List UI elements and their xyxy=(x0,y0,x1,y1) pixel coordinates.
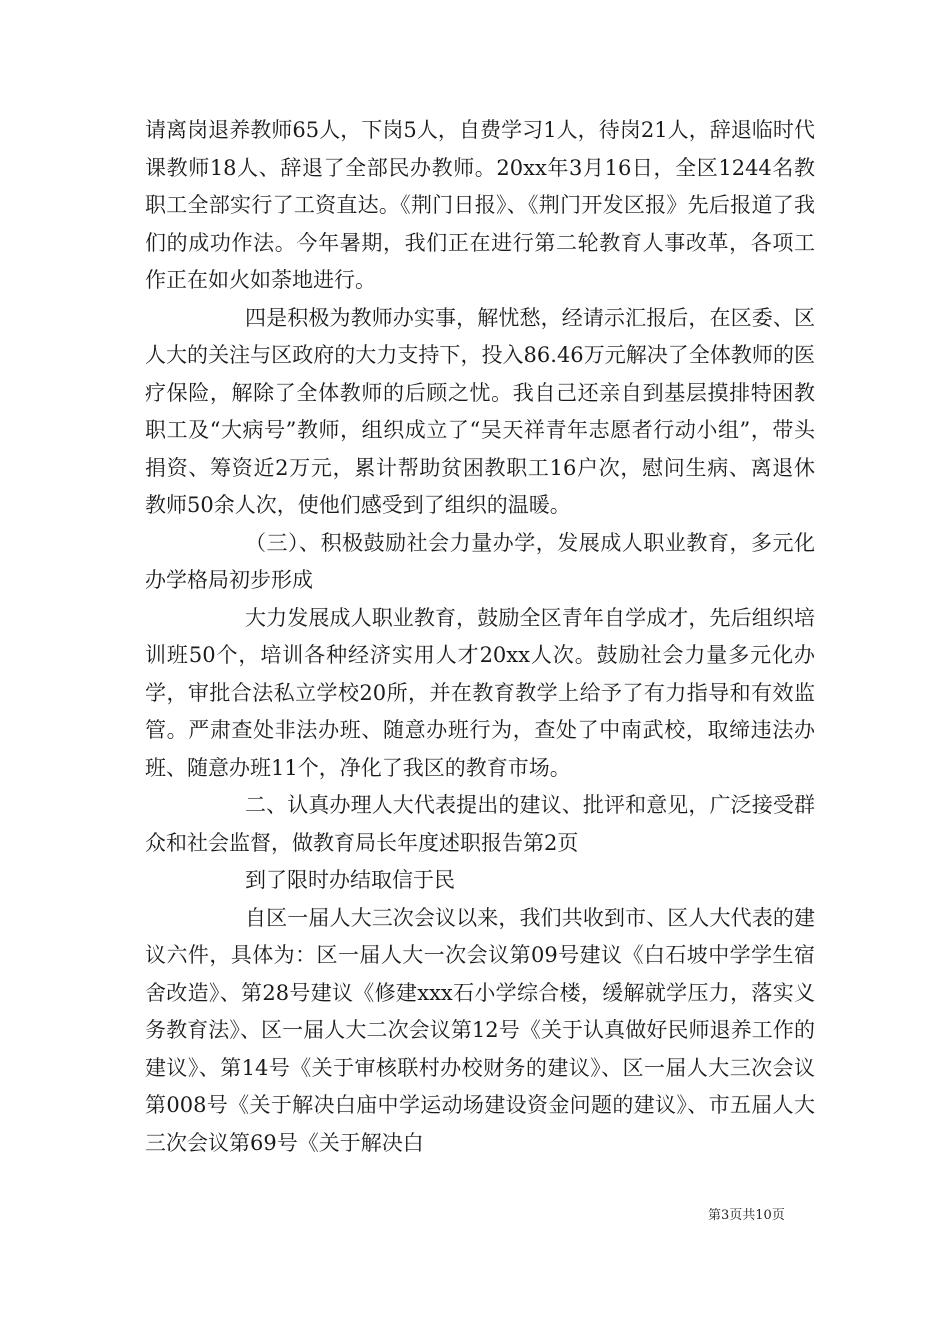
paragraph-2: 四是积极为教师办实事，解忧愁，经请示汇报后，在区委、区人大的关注与区政府的大力支持下，投入86.46万元解决了全体教师的医疗保险，解除了全体教师的后顾之忧。我自己还亲自到基层摸排特困教职工及“大病号”教师，组织成立了“吴天祥青年志愿者行动小组”，带头捐资、筹资近2万元，累计帮助贫困教职工16户次，慰问生病、离退休教师50余人次，使他们感受到了组织的温暖。 xyxy=(145,305,815,517)
page-number: 第3页共10页 xyxy=(708,1208,785,1223)
paragraph-1: 请离岗退养教师65人，下岗5人，自费学习1人，待岗21人，辞退临时代课教师18人、辞退了全部民办教师。20xx年3月16日，全区1244名教职工全部实行了工资直达。《荆门日报》、《荆门开发区报》先后报道了我们的成功作法。今年暑期，我们正在进行第二轮教育人事改革，各项工作正在如火如荼地进行。 xyxy=(145,118,815,292)
paragraph-3: 大力发展成人职业教育，鼓励全区青年自学成才，先后组织培训班50个，培训各种经济实用人才20xx人次。鼓励社会力量多元化办学，审批合法私立学校20所，并在教育教学上给予了有力指导和有效监管。严肃查处非法办班、随意办班行为，查处了中南武校，取缔违法办班、随意办班11个，净化了我区的教育市场。 xyxy=(145,605,815,780)
section-heading-2: 二、认真办理人大代表提出的建议、批评和意见，广泛接受群众和社会监督，做教育局长年度述职报告第2页 xyxy=(145,793,815,855)
section-heading-3: （三）、积极鼓励社会力量办学，发展成人职业教育，多元化办学格局初步形成 xyxy=(145,530,815,592)
paragraph-5: 自区一届人大三次会议以来，我们共收到市、区人大代表的建议六件，具体为：区一届人大一次会议第09号建议《白石坡中学学生宿舍改造》、第28号建议《修建xxx石小学综合楼，缓解就学压力，落实义务教育法》、区一届人大二次会议第12号《关于认真做好民师退养工作的建议》、第14号《关于审核联村办校财务的建议》、区一届人大三次会议第008号《关于解决白庙中学运动场建设资金问题的建议》、市五届人大三次会议第69号《关于解决白 xyxy=(145,905,815,1155)
document-body xyxy=(145,112,815,1162)
paragraph-4: 到了限时办结取信于民 xyxy=(245,868,455,892)
